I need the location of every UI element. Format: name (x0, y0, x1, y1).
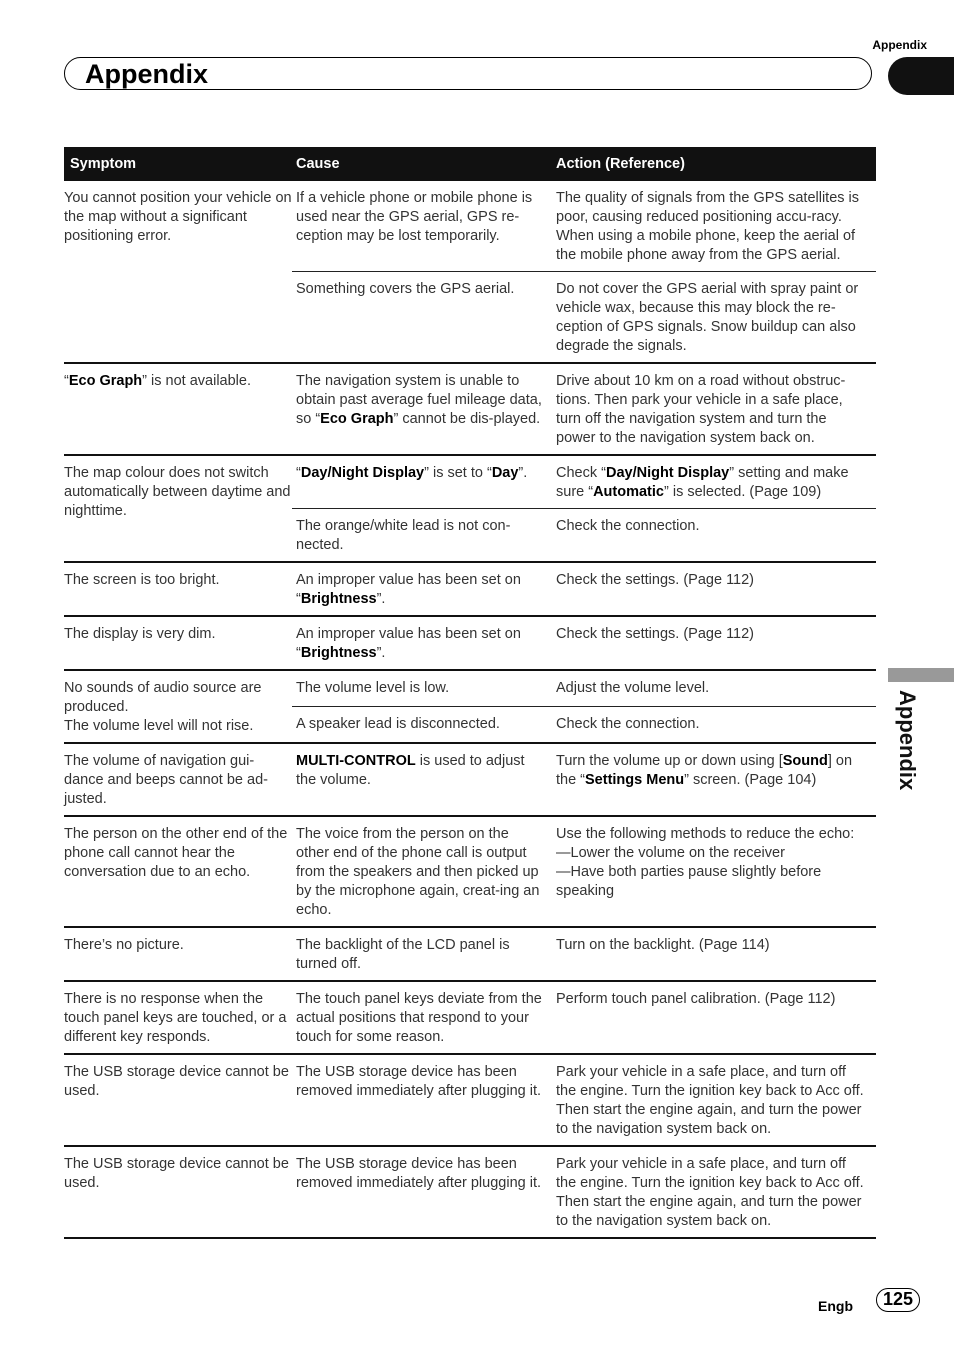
text-run: ] on the “ (556, 753, 853, 788)
symptom-cell: The screen is too bright. (64, 562, 292, 616)
setting-name: Day/Night Display (605, 465, 730, 481)
table-row (64, 1054, 876, 1146)
table-row (64, 181, 876, 272)
text-run: ” cannot be dis-played. (393, 411, 541, 427)
side-tab-marker (888, 668, 954, 682)
cause-cell: The touch panel keys deviate from the actual positions that respond to your touch for some reason. (292, 981, 550, 1054)
text-run: ”. (376, 645, 386, 661)
page-number: 125 (876, 1288, 920, 1312)
symptom-cell: The display is very dim. (64, 616, 292, 670)
cause-cell: If a vehicle phone or mobile phone is used near the GPS aerial, GPS re-ception may be lost temporarily. (296, 190, 533, 244)
action-cell: Check the settings. (Page 112) (550, 562, 876, 616)
action-cell (550, 743, 876, 816)
table-header-row (64, 147, 876, 181)
action-line: —Lower the volume on the receiver (556, 845, 785, 861)
action-cell: Do not cover the GPS aerial with spray paint or vehicle wax, because this may block the re-ception of GPS signals. Snow buildup can also degrade the signals. (550, 272, 876, 364)
action-cell: The quality of signals from the GPS satellites is poor, causing reduced positioning accu-racy. When using a mobile phone, keep the aerial of the mobile phone away from the GPS aerial. (556, 190, 860, 263)
table-row (64, 455, 876, 509)
table-row (64, 743, 876, 816)
cause-cell (292, 616, 550, 670)
action-cell: Drive about 10 km on a road without obstruc-tions. Then park your vehicle in a safe place, turn off the navigation system and turn the power to the navigation system back on. (550, 363, 876, 455)
text-run: is used to adjust the volume. (296, 753, 525, 788)
text-run: An improper value has been set on “ (296, 572, 521, 607)
text-run: The navigation system is unable to obtain past average fuel mileage data, so “ (296, 373, 542, 427)
cause-cell (292, 743, 550, 816)
text-run: ” is set to “ (424, 465, 492, 481)
text-run: An improper value has been set on “ (296, 626, 521, 661)
text-run: “ (64, 373, 69, 389)
troubleshooting-table (64, 147, 876, 1239)
symptom-cell: The volume of navigation gui-dance and beeps cannot be ad-justed. (64, 743, 292, 816)
symptom-cell: You cannot position your vehicle on the map without a significant positioning error. (64, 190, 292, 244)
control-name: MULTI-CONTROL (296, 753, 416, 769)
text-run: “ (296, 465, 301, 481)
text-run: Turn the volume up or down using [ (556, 753, 783, 769)
action-cell (550, 455, 876, 509)
symptom-cell: The map colour does not switch automatically between daytime and nighttime. (64, 455, 292, 562)
table-row (64, 927, 876, 981)
action-cell: Turn on the backlight. (Page 114) (550, 927, 876, 981)
cause-cell: The orange/white lead is not con-nected. (292, 509, 550, 563)
action-cell: Check the connection. (550, 509, 876, 563)
symptom-cell: The USB storage device cannot be used. (64, 1146, 292, 1238)
symptom-line: No sounds of audio source are produced. (64, 680, 262, 715)
symptom-cell: There is no response when the touch panel keys are touched, or a different key responds. (64, 981, 292, 1054)
action-cell: Check the connection. (550, 707, 876, 744)
setting-name: Eco Graph (68, 373, 143, 389)
symptom-cell: There’s no picture. (64, 927, 292, 981)
symptom-cell (64, 670, 292, 743)
action-cell: Adjust the volume level. (550, 670, 876, 707)
action-line: Use the following methods to reduce the echo: (556, 826, 855, 842)
table-row (64, 981, 876, 1054)
table-row (64, 562, 876, 616)
cause-cell (292, 455, 550, 509)
symptom-cell (64, 363, 292, 455)
side-section-label (896, 690, 926, 800)
symptom-line: The volume level will not rise. (64, 718, 254, 734)
language-code: Engb (818, 1298, 853, 1314)
setting-name: Brightness (300, 645, 377, 661)
cause-cell: The voice from the person on the other end of the phone call is output from the speakers and then picked up by the microphone again, creat-ing an echo. (292, 816, 550, 927)
text-run: ” setting and make sure “ (556, 465, 849, 500)
column-header-symptom: Symptom (64, 147, 292, 181)
setting-value: Automatic (593, 484, 664, 500)
cause-cell (292, 363, 550, 455)
cause-cell: A speaker lead is disconnected. (292, 707, 550, 744)
cause-cell: Something covers the GPS aerial. (292, 272, 550, 364)
cause-cell: The USB storage device has been removed immediately after plugging it. (292, 1054, 550, 1146)
table-row (64, 670, 876, 707)
table-row (64, 816, 876, 927)
setting-name: Brightness (300, 591, 377, 607)
setting-name: Day/Night Display (300, 465, 425, 481)
column-header-action: Action (Reference) (550, 147, 876, 181)
text-run: ”. (518, 465, 528, 481)
table-row (64, 363, 876, 455)
section-tab-marker (888, 57, 954, 95)
side-section-label-text: Appendix (895, 690, 920, 791)
running-head: Appendix (872, 38, 927, 52)
action-cell: Park your vehicle in a safe place, and turn off the engine. Turn the ignition key back to Acc off. Then start the engine again, and turn the power to the navigation system back on. (550, 1054, 876, 1146)
page-title: Appendix (85, 59, 209, 89)
setting-name: Sound (782, 753, 828, 769)
action-cell: Check the settings. (Page 112) (550, 616, 876, 670)
cause-cell (292, 562, 550, 616)
setting-name: Eco Graph (320, 411, 394, 427)
cause-cell: The backlight of the LCD panel is turned off. (292, 927, 550, 981)
text-run: ” is not available. (142, 373, 251, 389)
setting-value: Day (491, 465, 519, 481)
symptom-cell: The person on the other end of the phone call cannot hear the conversation due to an echo. (64, 816, 292, 927)
symptom-cell: The USB storage device cannot be used. (64, 1054, 292, 1146)
table-row (64, 1146, 876, 1238)
text-run: ” screen. (Page 104) (684, 772, 817, 788)
column-header-cause: Cause (292, 147, 550, 181)
table-row (64, 616, 876, 670)
action-cell: Perform touch panel calibration. (Page 112) (550, 981, 876, 1054)
menu-name: Settings Menu (585, 772, 685, 788)
action-cell (550, 816, 876, 927)
cause-cell: The volume level is low. (292, 670, 550, 707)
action-line: —Have both parties pause slightly before speaking (556, 864, 822, 899)
text-run: ” is selected. (Page 109) (663, 484, 822, 500)
text-run: ”. (376, 591, 386, 607)
action-cell: Park your vehicle in a safe place, and turn off the engine. Turn the ignition key back to Acc off. Then start the engine again, and turn the power to the navigation system back on. (550, 1146, 876, 1238)
title-box (64, 57, 872, 90)
cause-cell: The USB storage device has been removed immediately after plugging it. (292, 1146, 550, 1238)
text-run: Check “ (556, 465, 606, 481)
